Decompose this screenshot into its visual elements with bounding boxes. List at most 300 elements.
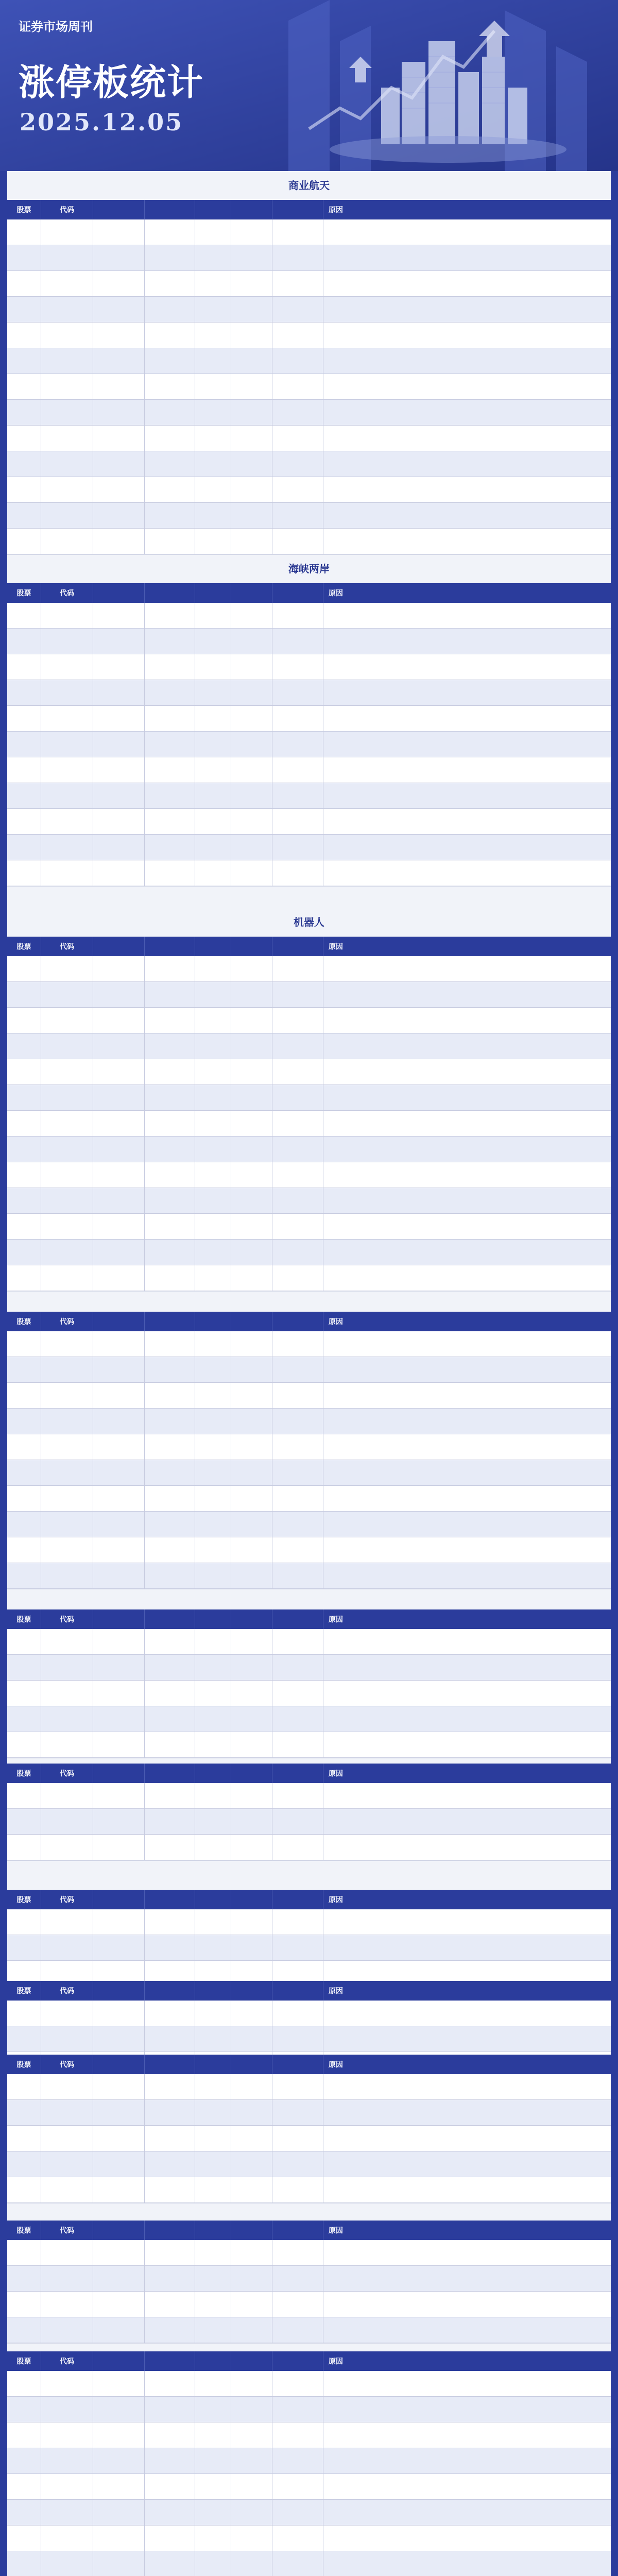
table-cell <box>41 1835 93 1860</box>
table-cell <box>272 1486 323 1511</box>
column-header <box>272 1609 323 1629</box>
column-header <box>231 2221 272 2240</box>
table-cell <box>272 603 323 628</box>
table-cell <box>195 603 231 628</box>
table-cell <box>195 1383 231 1408</box>
table-cell <box>41 680 93 705</box>
column-header <box>195 2055 231 2074</box>
column-header: 股票 <box>7 2055 41 2074</box>
table-cell <box>93 1214 145 1239</box>
sector-section <box>7 2192 611 2344</box>
table-cell <box>145 1008 195 1033</box>
table-cell <box>272 1655 323 1680</box>
table-cell <box>272 1085 323 1110</box>
reason-cell <box>323 1033 611 1059</box>
column-header: 股票 <box>7 1981 41 2001</box>
column-header <box>145 200 195 219</box>
table-cell <box>272 348 323 374</box>
table-cell <box>7 956 41 981</box>
table-cell <box>195 2371 231 2396</box>
table-cell <box>231 1681 272 1706</box>
table-cell <box>231 2448 272 2473</box>
table-cell <box>41 1111 93 1136</box>
table-cell <box>93 2422 145 2448</box>
table-cell <box>93 1909 145 1935</box>
table-cell <box>272 680 323 705</box>
reason-cell <box>323 1809 611 1834</box>
table-header <box>7 2055 611 2074</box>
table-cell <box>272 2100 323 2125</box>
column-header <box>195 1609 231 1629</box>
reason-cell <box>323 1706 611 1732</box>
table-cell <box>231 323 272 348</box>
table-row <box>7 1809 611 1835</box>
table-cell <box>145 2100 195 2125</box>
table-cell <box>41 1357 93 1382</box>
table-cell <box>41 2100 93 2125</box>
table-cell <box>231 2266 272 2291</box>
column-header <box>231 1890 272 1909</box>
table-cell <box>272 706 323 731</box>
table-cell <box>231 1809 272 1834</box>
sector-title <box>7 2026 611 2055</box>
table-cell <box>41 245 93 270</box>
table-cell <box>41 2371 93 2396</box>
table-cell <box>7 1706 41 1732</box>
column-header <box>272 583 323 603</box>
table-cell <box>195 2074 231 2099</box>
table-cell <box>7 757 41 783</box>
table-row <box>7 1162 611 1188</box>
table-cell <box>195 219 231 245</box>
table-cell <box>272 426 323 451</box>
table-cell <box>195 1512 231 1537</box>
table-cell <box>231 1059 272 1084</box>
table-cell <box>231 1537 272 1563</box>
table-cell <box>93 1059 145 1084</box>
table-row <box>7 2126 611 2151</box>
table-cell <box>272 2422 323 2448</box>
column-header <box>272 2221 323 2240</box>
table-row <box>7 783 611 809</box>
sector-section <box>7 1283 611 1589</box>
table-cell <box>41 2266 93 2291</box>
table-cell <box>195 2526 231 2551</box>
column-header: 原因 <box>329 943 343 951</box>
page-title: 涨停板统计 <box>19 61 204 104</box>
table-cell <box>93 1835 145 1860</box>
table-cell <box>145 2001 195 2026</box>
table-cell <box>41 374 93 399</box>
table-row <box>7 529 611 554</box>
table-cell <box>41 503 93 528</box>
table-cell <box>93 1162 145 1188</box>
table-cell <box>195 323 231 348</box>
table-cell <box>231 1111 272 1136</box>
table-row <box>7 2240 611 2266</box>
table-cell <box>7 477 41 502</box>
reason-cell <box>323 1085 611 1110</box>
reason-cell <box>323 1357 611 1382</box>
table-cell <box>93 529 145 554</box>
table-cell <box>93 732 145 757</box>
table-cell <box>272 1681 323 1706</box>
column-header: 原因 <box>329 2061 343 2069</box>
table-cell <box>145 503 195 528</box>
table-cell <box>145 400 195 425</box>
table-cell <box>272 2397 323 2422</box>
table-cell <box>231 1434 272 1460</box>
reason-cell <box>323 706 611 731</box>
table-cell <box>7 400 41 425</box>
table-cell <box>272 732 323 757</box>
table-cell <box>231 1909 272 1935</box>
table-row <box>7 219 611 245</box>
table-cell <box>231 1085 272 1110</box>
table-cell <box>145 1512 195 1537</box>
table-cell <box>231 2474 272 2499</box>
table-cell <box>41 1059 93 1084</box>
table-cell <box>93 1137 145 1162</box>
table-cell <box>41 323 93 348</box>
reason-cell <box>323 1409 611 1434</box>
table-cell <box>145 2240 195 2265</box>
column-header <box>93 1764 145 1783</box>
table-row <box>7 1629 611 1655</box>
table-cell <box>231 2100 272 2125</box>
table-cell <box>195 2551 231 2576</box>
table-cell <box>272 1629 323 1654</box>
table-cell <box>41 1409 93 1434</box>
table-cell <box>145 451 195 477</box>
table-cell <box>195 245 231 270</box>
table-cell <box>7 297 41 322</box>
table-cell <box>272 1909 323 1935</box>
table-cell <box>145 271 195 296</box>
table-cell <box>145 2266 195 2291</box>
table-cell <box>41 1383 93 1408</box>
reason-cell <box>323 809 611 834</box>
column-header: 代码 <box>41 2055 93 2074</box>
table-cell <box>145 245 195 270</box>
reason-cell <box>323 835 611 860</box>
table-cell <box>145 1059 195 1084</box>
sector-title <box>7 1581 611 1609</box>
table-cell <box>7 503 41 528</box>
table-row <box>7 1059 611 1085</box>
table-cell <box>7 1486 41 1511</box>
table-cell <box>41 1137 93 1162</box>
table-cell <box>7 1111 41 1136</box>
table-cell <box>7 809 41 834</box>
table-cell <box>272 1706 323 1732</box>
reason-cell <box>323 1188 611 1213</box>
table-cell <box>195 451 231 477</box>
table-cell <box>145 1162 195 1188</box>
column-header <box>272 937 323 956</box>
table-body <box>7 603 611 886</box>
table-cell <box>231 477 272 502</box>
table-row <box>7 323 611 348</box>
reason-cell <box>323 2266 611 2291</box>
column-header <box>195 2351 231 2371</box>
column-header <box>93 583 145 603</box>
table-cell <box>231 1783 272 1808</box>
table-cell <box>7 1783 41 1808</box>
table-cell <box>272 835 323 860</box>
table-cell <box>195 1214 231 1239</box>
table-cell <box>7 1383 41 1408</box>
reason-cell <box>323 2001 611 2026</box>
table-cell <box>231 2292 272 2317</box>
table-cell <box>7 982 41 1007</box>
reason-cell <box>323 1008 611 1033</box>
reason-cell <box>323 1460 611 1485</box>
table-cell <box>41 1706 93 1732</box>
table-cell <box>231 1486 272 1511</box>
table-cell <box>272 1512 323 1537</box>
table-row <box>7 860 611 886</box>
reason-cell <box>323 783 611 808</box>
reason-cell <box>323 2292 611 2317</box>
column-header <box>93 937 145 956</box>
table-cell <box>195 374 231 399</box>
table-cell <box>41 835 93 860</box>
table-cell <box>7 2500 41 2525</box>
table-cell <box>7 2422 41 2448</box>
sector-section <box>7 1735 611 1861</box>
table-cell <box>93 2001 145 2026</box>
table-cell <box>145 654 195 680</box>
table-cell <box>272 2526 323 2551</box>
table-cell <box>195 2397 231 2422</box>
table-cell <box>272 1111 323 1136</box>
table-cell <box>41 706 93 731</box>
column-header: 股票 <box>7 2221 41 2240</box>
table-cell <box>145 757 195 783</box>
table-cell <box>231 2126 272 2151</box>
table-body <box>7 1783 611 1860</box>
column-header <box>195 1981 231 2001</box>
table-cell <box>41 2151 93 2177</box>
reason-cell <box>323 297 611 322</box>
table-cell <box>231 2397 272 2422</box>
table-cell <box>41 271 93 296</box>
table-cell <box>7 323 41 348</box>
table-row <box>7 1383 611 1409</box>
table-cell <box>145 1655 195 1680</box>
table-cell <box>272 1809 323 1834</box>
table-cell <box>231 1512 272 1537</box>
table-cell <box>145 2500 195 2525</box>
reason-cell <box>323 426 611 451</box>
column-header: 代码 <box>41 1312 93 1331</box>
column-header: 股票 <box>7 1312 41 1331</box>
table-cell <box>195 2001 231 2026</box>
table-cell <box>231 400 272 425</box>
sector-section <box>7 2026 611 2204</box>
column-header <box>93 2351 145 2371</box>
table-cell <box>195 757 231 783</box>
table-cell <box>195 2266 231 2291</box>
table-cell <box>272 2151 323 2177</box>
table-cell <box>272 629 323 654</box>
table-cell <box>195 2126 231 2151</box>
table-cell <box>195 503 231 528</box>
table-cell <box>272 323 323 348</box>
table-cell <box>145 2151 195 2177</box>
table-cell <box>93 2397 145 2422</box>
column-header <box>231 200 272 219</box>
table-cell <box>41 1162 93 1188</box>
table-cell <box>41 654 93 680</box>
table-cell <box>195 783 231 808</box>
table-cell <box>145 1357 195 1382</box>
table-cell <box>93 1681 145 1706</box>
reason-cell <box>323 982 611 1007</box>
table-cell <box>7 2526 41 2551</box>
table-cell <box>41 2422 93 2448</box>
sector-section <box>7 554 611 887</box>
column-header <box>93 1609 145 1629</box>
table-cell <box>231 1162 272 1188</box>
table-cell <box>145 1137 195 1162</box>
table-cell <box>7 2126 41 2151</box>
table-cell <box>145 1909 195 1935</box>
table-cell <box>272 1537 323 1563</box>
reason-cell <box>323 2126 611 2151</box>
table-cell <box>93 2074 145 2099</box>
table-cell <box>145 529 195 554</box>
table-header <box>7 1890 611 1909</box>
table-cell <box>272 1434 323 1460</box>
reason-cell <box>323 757 611 783</box>
table-cell <box>145 2526 195 2551</box>
table-cell <box>93 2448 145 2473</box>
table-row <box>7 2448 611 2474</box>
table-header <box>7 1981 611 2001</box>
table-cell <box>93 1655 145 1680</box>
table-cell <box>145 1214 195 1239</box>
table-row <box>7 1655 611 1681</box>
reason-cell <box>323 451 611 477</box>
table-cell <box>41 629 93 654</box>
sector-title <box>7 1952 611 1981</box>
table-cell <box>7 245 41 270</box>
reason-cell <box>323 2448 611 2473</box>
column-header <box>272 2351 323 2371</box>
table-cell <box>272 503 323 528</box>
column-header: 代码 <box>41 1981 93 2001</box>
table-cell <box>7 603 41 628</box>
column-header <box>195 2221 231 2240</box>
table-cell <box>231 348 272 374</box>
reason-cell <box>323 1162 611 1188</box>
table-cell <box>272 374 323 399</box>
table-row <box>7 2074 611 2100</box>
table-cell <box>231 2001 272 2026</box>
table-cell <box>272 400 323 425</box>
reason-cell <box>323 1111 611 1136</box>
table-cell <box>93 835 145 860</box>
table-cell <box>272 1383 323 1408</box>
table-cell <box>145 706 195 731</box>
reason-cell <box>323 1240 611 1265</box>
table-row <box>7 400 611 426</box>
table-cell <box>93 245 145 270</box>
reason-cell <box>323 2371 611 2396</box>
table-cell <box>272 654 323 680</box>
table-cell <box>195 1409 231 1434</box>
reason-cell <box>323 400 611 425</box>
table-cell <box>7 2292 41 2317</box>
table-cell <box>7 783 41 808</box>
table-cell <box>93 1085 145 1110</box>
reason-cell <box>323 271 611 296</box>
table-cell <box>231 956 272 981</box>
reason-cell <box>323 2151 611 2177</box>
table-cell <box>195 2422 231 2448</box>
column-header <box>231 2055 272 2074</box>
table-row <box>7 809 611 835</box>
table-cell <box>272 1162 323 1188</box>
table-cell <box>41 956 93 981</box>
table-cell <box>272 529 323 554</box>
table-cell <box>7 2240 41 2265</box>
column-header: 原因 <box>329 1770 343 1778</box>
table-cell <box>195 2292 231 2317</box>
table-row <box>7 1434 611 1460</box>
reason-cell <box>323 374 611 399</box>
table-cell <box>231 219 272 245</box>
table-cell <box>7 1357 41 1382</box>
table-cell <box>231 1409 272 1434</box>
reason-cell <box>323 529 611 554</box>
table-cell <box>231 297 272 322</box>
table-cell <box>195 2500 231 2525</box>
table-cell <box>272 297 323 322</box>
column-header: 代码 <box>41 1609 93 1629</box>
table-cell <box>145 629 195 654</box>
table-cell <box>41 2448 93 2473</box>
table-cell <box>145 2371 195 2396</box>
table-cell <box>231 245 272 270</box>
table-cell <box>195 809 231 834</box>
table-cell <box>272 2551 323 2576</box>
table-cell <box>272 477 323 502</box>
table-cell <box>231 1460 272 1485</box>
table-cell <box>195 2448 231 2473</box>
table-cell <box>272 245 323 270</box>
table-cell <box>41 982 93 1007</box>
table-cell <box>231 503 272 528</box>
column-header <box>272 1981 323 2001</box>
table-cell <box>7 1214 41 1239</box>
table-cell <box>195 1486 231 1511</box>
reason-cell <box>323 860 611 886</box>
table-header <box>7 1312 611 1331</box>
table-cell <box>272 1331 323 1357</box>
table-cell <box>231 1331 272 1357</box>
table-cell <box>231 1835 272 1860</box>
column-header: 代码 <box>41 2221 93 2240</box>
table-cell <box>272 1783 323 1808</box>
table-cell <box>93 1357 145 1382</box>
table-cell <box>7 2551 41 2576</box>
table-row <box>7 835 611 860</box>
table-cell <box>145 1188 195 1213</box>
table-cell <box>7 1137 41 1162</box>
